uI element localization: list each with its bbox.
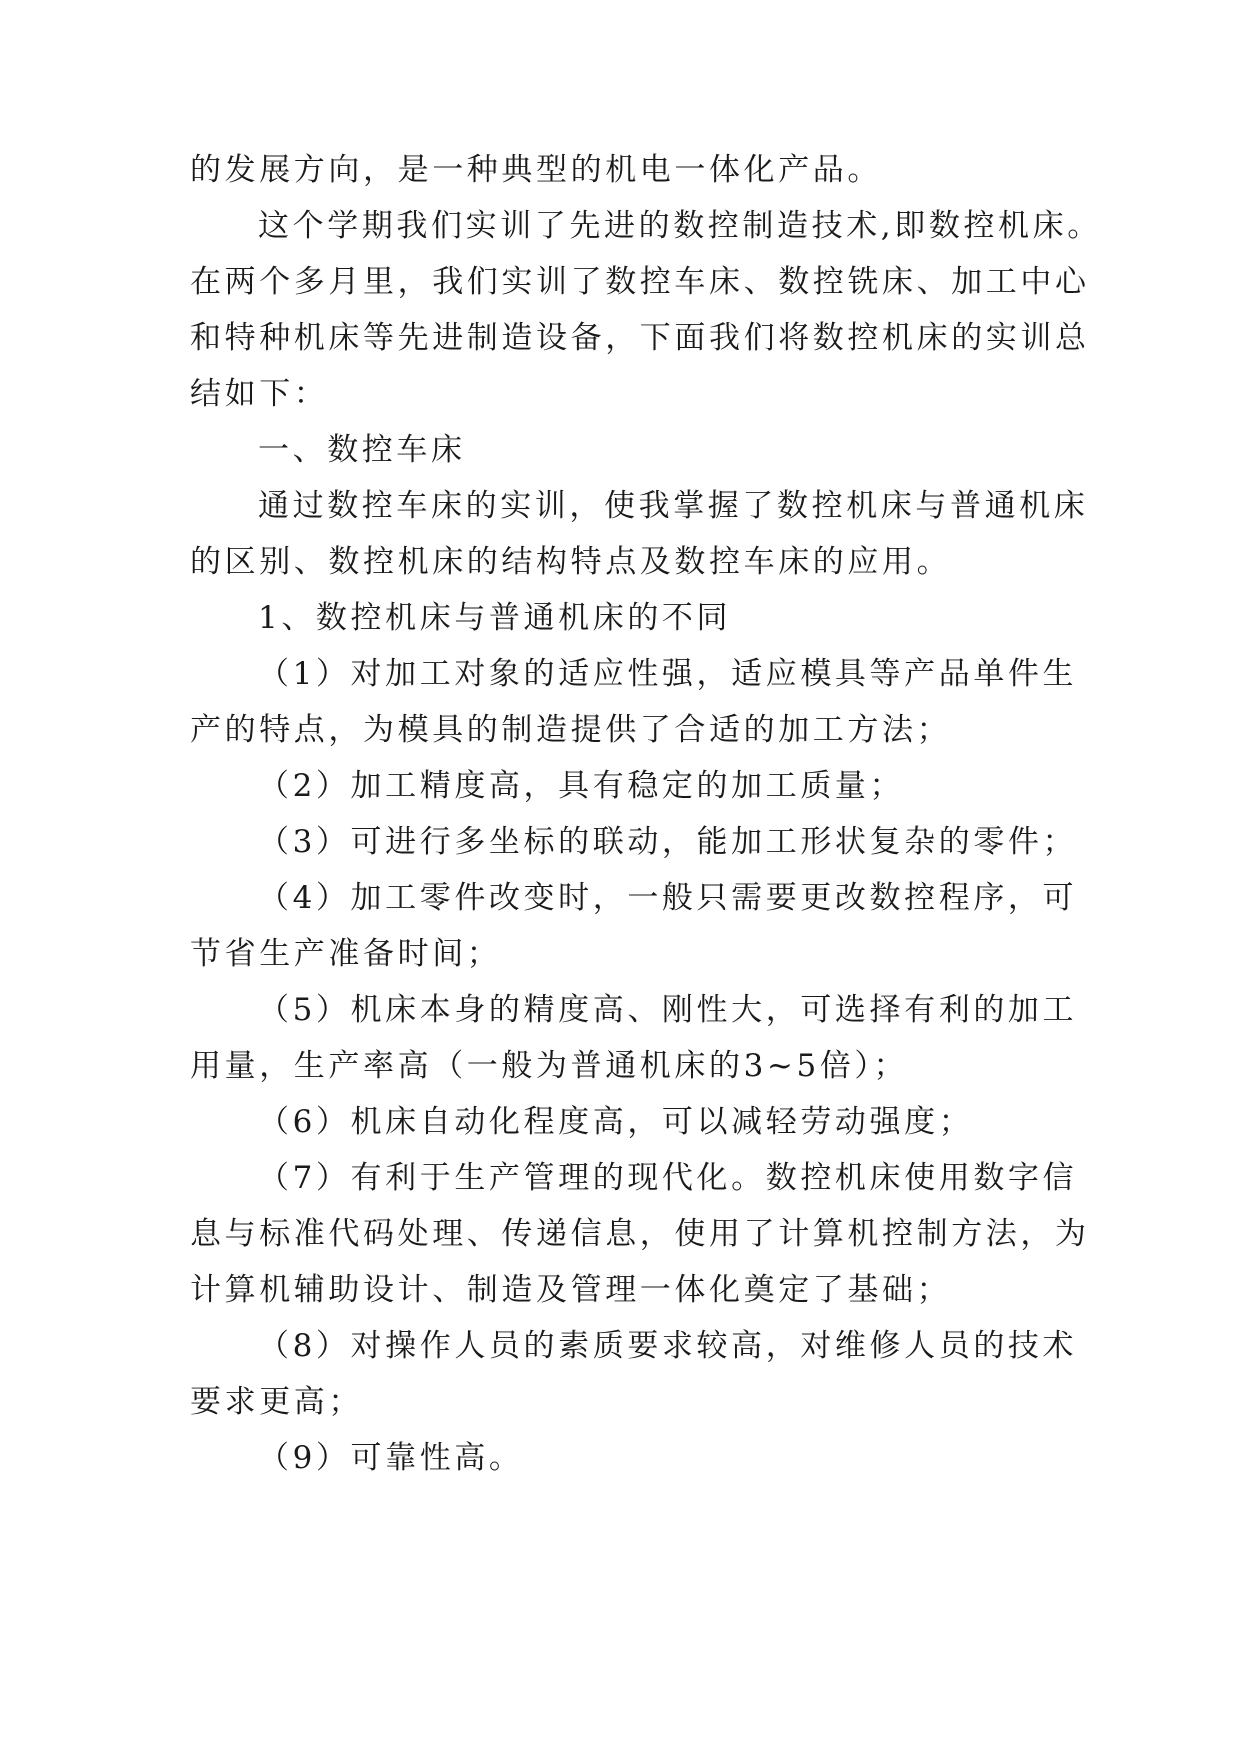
list-item-continuation: 用量，生产率高（一般为普通机床的3~5倍）； bbox=[190, 1048, 909, 1084]
paragraph-line: 通过数控车床的实训，使我掌握了数控机床与普通机床 bbox=[258, 488, 1089, 524]
list-item: （1）对加工对象的适应性强，适应模具等产品单件生 bbox=[258, 656, 1078, 692]
paragraph-line: 的发展方向，是一种典型的机电一体化产品。 bbox=[190, 152, 882, 188]
list-item-continuation: 要求更高； bbox=[190, 1384, 363, 1420]
section-heading: 一、数控车床 bbox=[258, 432, 466, 468]
list-item: （8）对操作人员的素质要求较高，对维修人员的技术 bbox=[258, 1328, 1078, 1364]
list-item: （2）加工精度高，具有稳定的加工质量； bbox=[258, 768, 905, 804]
list-item: （9）可靠性高。 bbox=[258, 1440, 524, 1476]
list-item: （7）有利于生产管理的现代化。数控机床使用数字信 bbox=[258, 1160, 1078, 1196]
paragraph-line: 这个学期我们实训了先进的数控制造技术,即数控机床。 bbox=[258, 208, 1102, 244]
paragraph-line: 和特种机床等先进制造设备，下面我们将数控机床的实训总 bbox=[190, 320, 1090, 356]
list-item: （3）可进行多坐标的联动，能加工形状复杂的零件； bbox=[258, 824, 1078, 860]
paragraph-line: 在两个多月里，我们实训了数控车床、数控铣床、加工中心 bbox=[190, 264, 1090, 300]
list-item-continuation: 息与标准代码处理、传递信息，使用了计算机控制方法，为 bbox=[190, 1216, 1090, 1252]
list-item-continuation: 产的特点，为模具的制造提供了合适的加工方法； bbox=[190, 712, 952, 748]
subsection-heading: 1、数控机床与普通机床的不同 bbox=[258, 600, 732, 636]
list-item: （6）机床自动化程度高，可以减轻劳动强度； bbox=[258, 1104, 974, 1140]
list-item-continuation: 节省生产准备时间； bbox=[190, 936, 502, 972]
paragraph-line: 的区别、数控机床的结构特点及数控车床的应用。 bbox=[190, 544, 952, 580]
list-item: （4）加工零件改变时，一般只需要更改数控程序，可 bbox=[258, 880, 1078, 916]
list-item: （5）机床本身的精度高、刚性大，可选择有利的加工 bbox=[258, 992, 1078, 1028]
paragraph-line: 结如下： bbox=[190, 376, 329, 412]
list-item-continuation: 计算机辅助设计、制造及管理一体化奠定了基础； bbox=[190, 1272, 952, 1308]
